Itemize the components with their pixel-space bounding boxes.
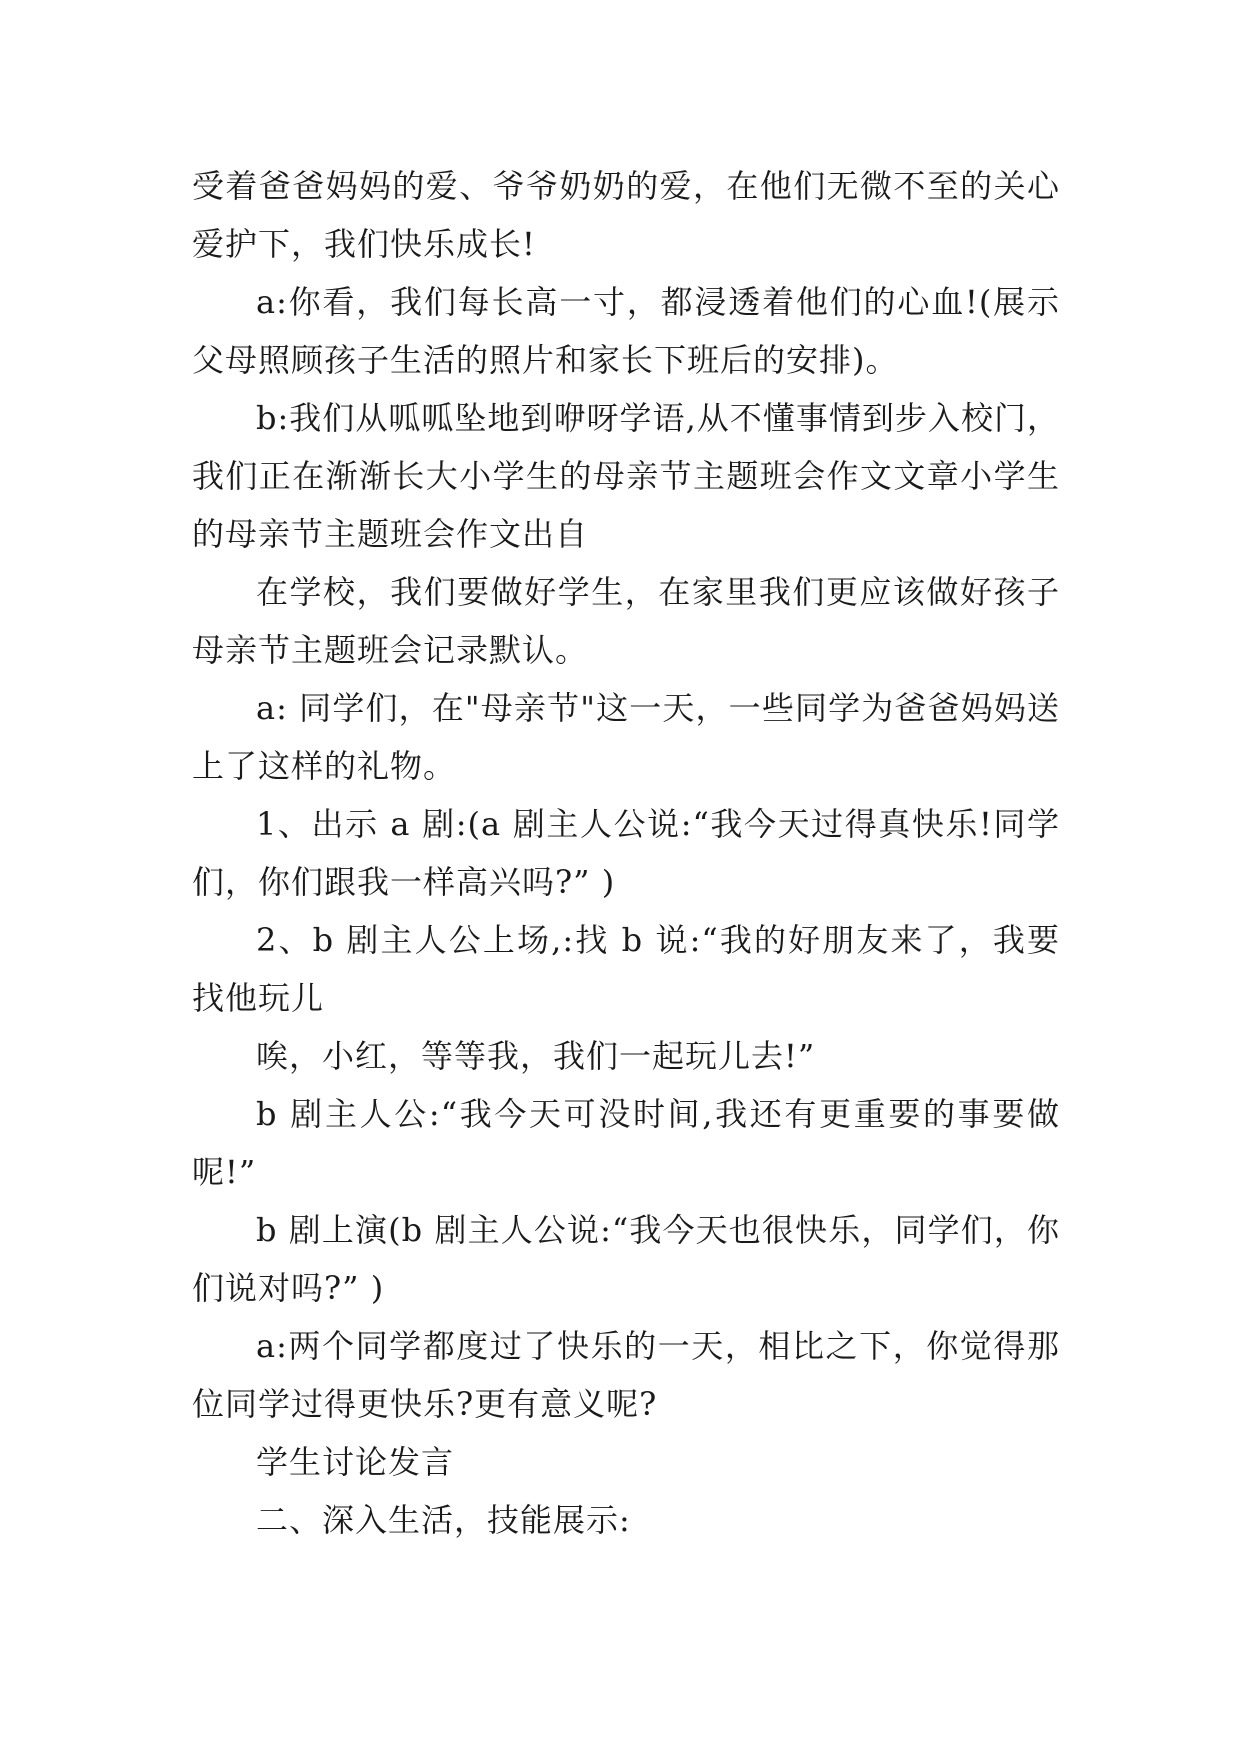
paragraph: a: 同学们，在"母亲节"这一天，一些同学为爸爸妈妈送上了这样的礼物。 — [192, 689, 1060, 785]
paragraph: a:两个同学都度过了快乐的一天，相比之下，你觉得那位同学过得更快乐?更有意义呢? — [192, 1327, 1060, 1423]
paragraph: b 剧主人公:“我今天可没时间,我还有更重要的事要做呢!” — [192, 1095, 1060, 1191]
paragraph: 受着爸爸妈妈的爱、爷爷奶奶的爱，在他们无微不至的关心爱护下，我们快乐成长! — [192, 167, 1060, 263]
paragraph: 在学校，我们要做好学生，在家里我们更应该做好孩子母亲节主题班会记录默认。 — [192, 573, 1060, 669]
paragraph: 1、出示 a 剧:(a 剧主人公说:“我今天过得真快乐!同学们，你们跟我一样高兴吗?” ) — [192, 805, 1060, 901]
document-body — [192, 157, 1060, 1549]
paragraph: b:我们从呱呱坠地到咿呀学语,从不懂事情到步入校门，我们正在渐渐长大小学生的母亲节主题班会作文文章小学生的母亲节主题班会作文出自 — [192, 399, 1060, 553]
paragraph: 学生讨论发言 — [256, 1443, 455, 1481]
paragraph: a:你看，我们每长高一寸，都浸透着他们的心血!(展示父母照顾孩子生活的照片和家长下班后的安排)。 — [192, 283, 1060, 379]
paragraph: 二、深入生活，技能展示: — [256, 1501, 631, 1539]
paragraph: 唉，小红，等等我，我们一起玩儿去!” — [256, 1037, 816, 1075]
paragraph: b 剧上演(b 剧主人公说:“我今天也很快乐，同学们，你们说对吗?” ) — [192, 1211, 1060, 1307]
paragraph: 2、b 剧主人公上场,:找 b 说:“我的好朋友来了，我要找他玩儿 — [192, 921, 1060, 1017]
